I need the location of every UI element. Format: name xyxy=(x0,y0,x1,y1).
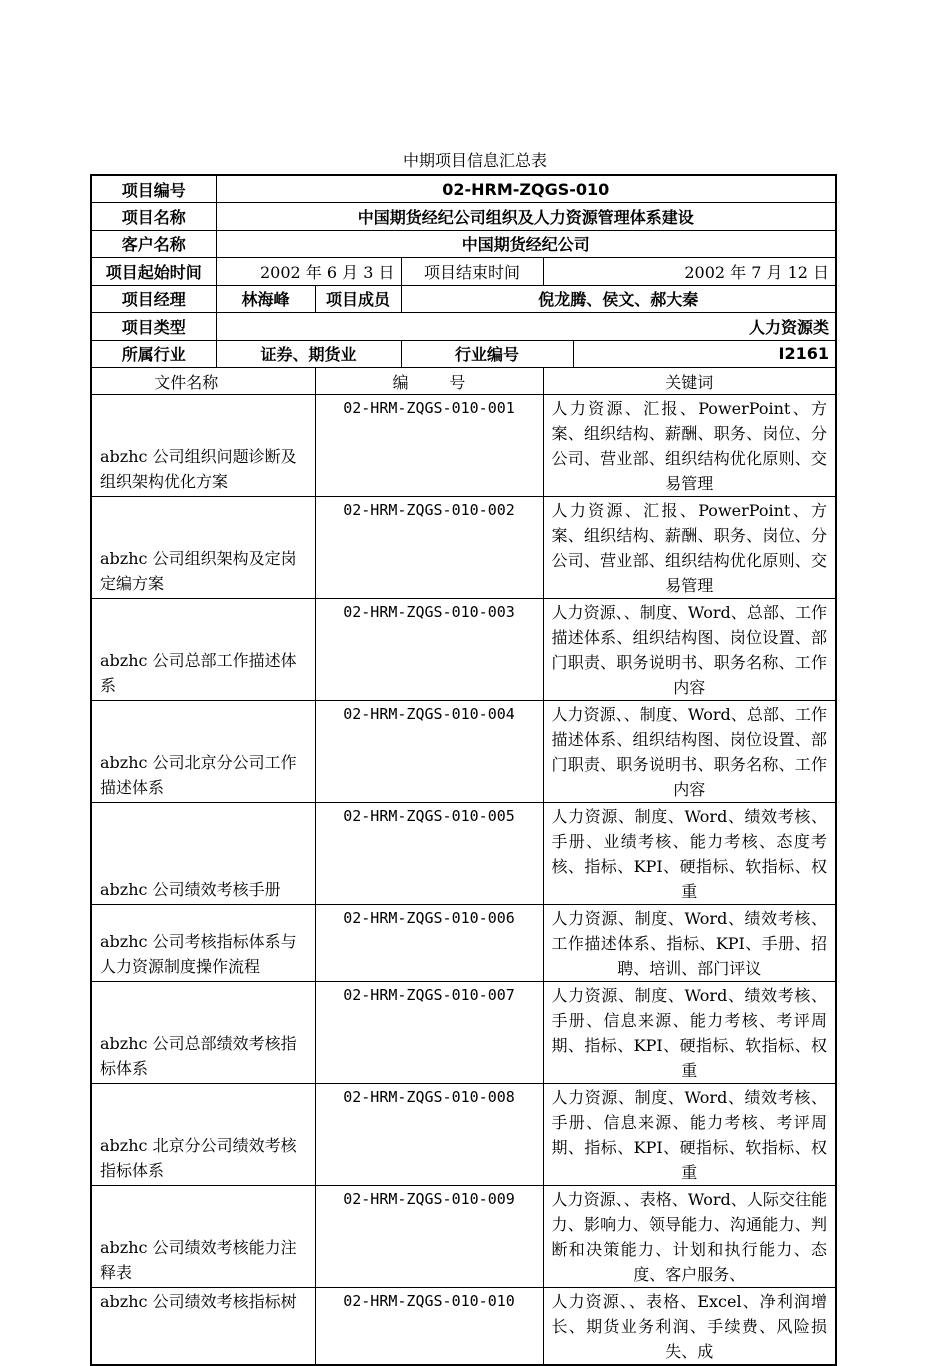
doc-keywords: 人力资源、制度、Word、绩效考核、手册、业绩考核、能力考核、态度考核、指标、KPI、硬指标、软指标、权重 xyxy=(543,803,836,905)
page-title: 中期项目信息汇总表 xyxy=(402,151,547,170)
project-name-label: 项目名称 xyxy=(91,203,216,231)
client-name: 中国期货经纪公司 xyxy=(216,230,836,258)
doc-name: abzhc 北京分公司绩效考核指标体系 xyxy=(91,1084,315,1186)
manager-name: 林海峰 xyxy=(216,285,315,313)
type-label: 项目类型 xyxy=(91,313,216,341)
table-row xyxy=(91,701,836,803)
doc-name: abzhc 公司组织架构及定岗定编方案 xyxy=(91,497,315,599)
row-client xyxy=(91,230,836,258)
industry: 证券、期货业 xyxy=(216,340,401,368)
doc-code: 02-HRM-ZQGS-010-010 xyxy=(315,1288,543,1366)
project-name: 中国期货经纪公司组织及人力资源管理体系建设 xyxy=(216,203,836,231)
table-row xyxy=(91,803,836,905)
doc-name: abzhc 公司组织问题诊断及组织架构优化方案 xyxy=(91,395,315,497)
doc-keywords: 人力资源、、表格、Excel、净利润增长、期货业务利润、手续费、风险损失、成 xyxy=(543,1288,836,1366)
doc-code: 02-HRM-ZQGS-010-005 xyxy=(315,803,543,905)
doc-name: abzhc 公司绩效考核能力注释表 xyxy=(91,1186,315,1288)
project-no: 02-HRM-ZQGS-010 xyxy=(216,175,836,203)
row-project-name xyxy=(91,203,836,231)
header-keywords: 关键词 xyxy=(543,368,836,395)
table-row xyxy=(91,1084,836,1186)
doc-name: abzhc 公司总部绩效考核指标体系 xyxy=(91,982,315,1084)
project-type: 人力资源类 xyxy=(216,313,836,341)
row-type xyxy=(91,313,836,341)
table-row xyxy=(91,905,836,982)
doc-code: 02-HRM-ZQGS-010-009 xyxy=(315,1186,543,1288)
project-info-table xyxy=(90,174,837,1366)
doc-keywords: 人力资源、汇报、PowerPoint、方案、组织结构、薪酬、职务、岗位、分公司、营业部、组织结构优化原则、交易管理 xyxy=(543,497,836,599)
table-row xyxy=(91,599,836,701)
manager-label: 项目经理 xyxy=(91,285,216,313)
doc-keywords: 人力资源、制度、Word、绩效考核、工作描述体系、指标、KPI、手册、招聘、培训、部门评议 xyxy=(543,905,836,982)
doc-keywords: 人力资源、汇报、PowerPoint、方案、组织结构、薪酬、职务、岗位、分公司、营业部、组织结构优化原则、交易管理 xyxy=(543,395,836,497)
row-team xyxy=(91,285,836,313)
table-row xyxy=(91,1288,836,1366)
industry-code: I2161 xyxy=(573,340,836,368)
doc-keywords: 人力资源、、表格、Word、人际交往能力、影响力、领导能力、沟通能力、判断和决策能力、计划和执行能力、态度、客户服务、 xyxy=(543,1186,836,1288)
doc-keywords: 人力资源、制度、Word、绩效考核、手册、信息来源、能力考核、考评周期、指标、KPI、硬指标、软指标、权重 xyxy=(543,982,836,1084)
row-dates xyxy=(91,258,836,286)
doc-code: 02-HRM-ZQGS-010-004 xyxy=(315,701,543,803)
doc-code: 02-HRM-ZQGS-010-008 xyxy=(315,1084,543,1186)
doc-header-row xyxy=(91,368,836,395)
doc-name: abzhc 公司考核指标体系与人力资源制度操作流程 xyxy=(91,905,315,982)
industry-code-label: 行业编号 xyxy=(401,340,573,368)
client-label: 客户名称 xyxy=(91,230,216,258)
start-date: 2002 年 6 月 3 日 xyxy=(216,258,401,286)
doc-name: abzhc 公司绩效考核手册 xyxy=(91,803,315,905)
doc-code: 02-HRM-ZQGS-010-006 xyxy=(315,905,543,982)
header-code: 编 号 xyxy=(315,368,543,395)
table-row xyxy=(91,497,836,599)
doc-keywords: 人力资源、、制度、Word、总部、工作描述体系、组织结构图、岗位设置、部门职责、职务说明书、职务名称、工作内容 xyxy=(543,599,836,701)
project-no-label: 项目编号 xyxy=(91,175,216,203)
members-label: 项目成员 xyxy=(315,285,401,313)
start-date-label: 项目起始时间 xyxy=(91,258,216,286)
row-project-no xyxy=(91,175,836,203)
end-date: 2002 年 7 月 12 日 xyxy=(543,258,836,286)
doc-keywords: 人力资源、制度、Word、绩效考核、手册、信息来源、能力考核、考评周期、指标、KPI、硬指标、软指标、权重 xyxy=(543,1084,836,1186)
doc-code: 02-HRM-ZQGS-010-007 xyxy=(315,982,543,1084)
table-row xyxy=(91,395,836,497)
doc-name: abzhc 公司北京分公司工作描述体系 xyxy=(91,701,315,803)
doc-name: abzhc 公司绩效考核指标树 xyxy=(91,1288,315,1366)
doc-code: 02-HRM-ZQGS-010-003 xyxy=(315,599,543,701)
members: 倪龙腾、侯文、郝大秦 xyxy=(401,285,836,313)
end-date-label: 项目结束时间 xyxy=(401,258,543,286)
row-industry xyxy=(91,340,836,368)
doc-name: abzhc 公司总部工作描述体系 xyxy=(91,599,315,701)
industry-label: 所属行业 xyxy=(91,340,216,368)
table-row xyxy=(91,1186,836,1288)
doc-code: 02-HRM-ZQGS-010-001 xyxy=(315,395,543,497)
header-file-name: 文件名称 xyxy=(91,368,315,395)
doc-keywords: 人力资源、、制度、Word、总部、工作描述体系、组织结构图、岗位设置、部门职责、职务说明书、职务名称、工作内容 xyxy=(543,701,836,803)
table-row xyxy=(91,982,836,1084)
doc-code: 02-HRM-ZQGS-010-002 xyxy=(315,497,543,599)
